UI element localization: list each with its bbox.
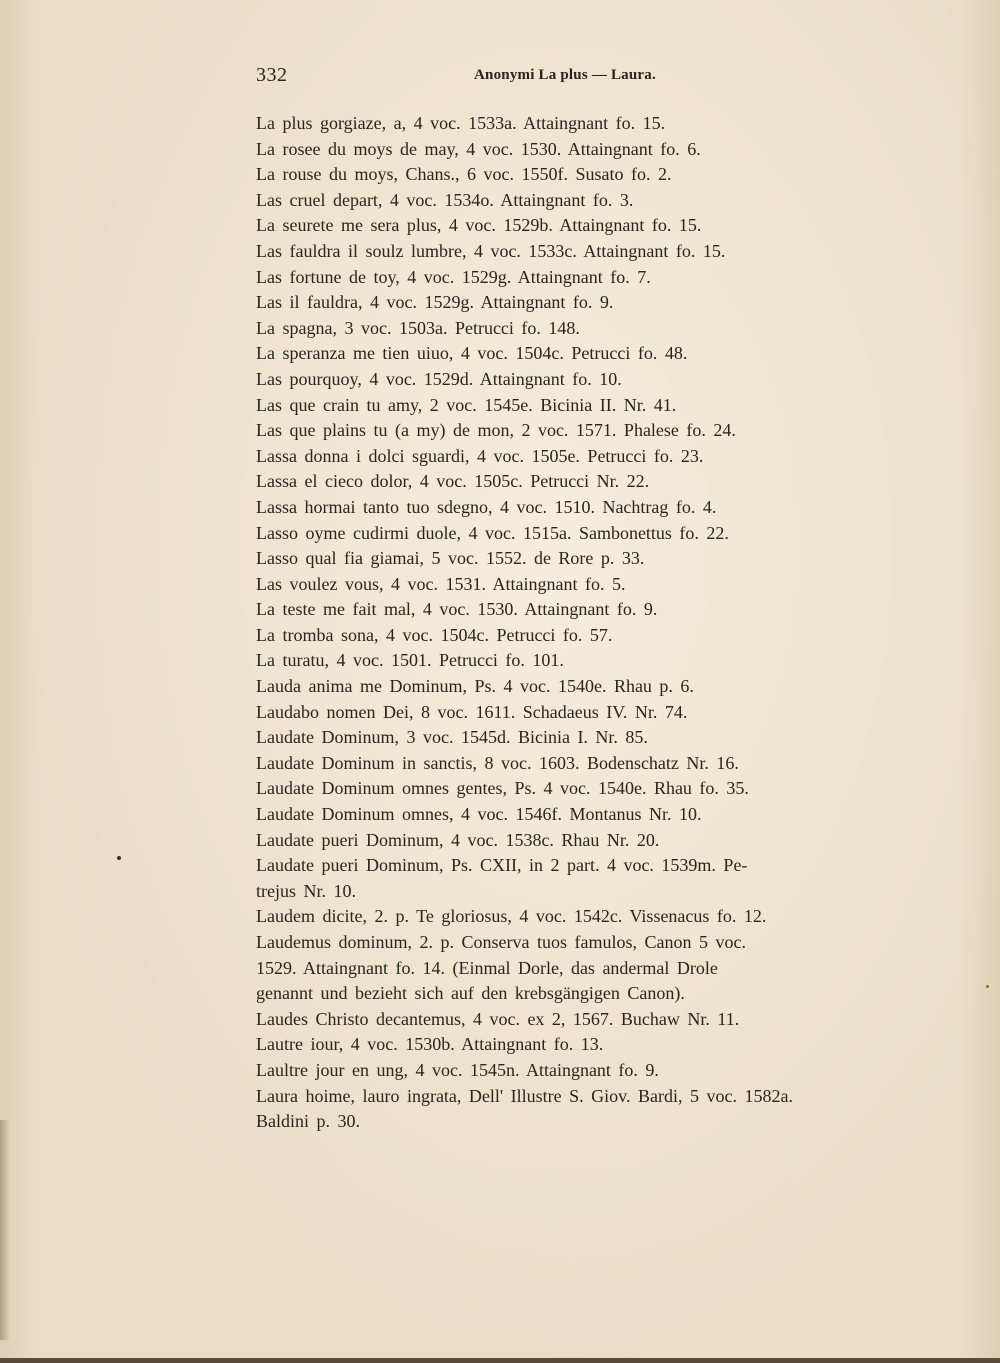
index-entry-line: Lasso oyme cudirmi duole, 4 voc. 1515a. Sambonettus fo. 22.	[256, 522, 729, 543]
index-entry	[256, 930, 904, 1007]
index-entry-line: Laudate Dominum omnes, 4 voc. 1546f. Montanus Nr. 10.	[256, 804, 702, 825]
index-entry	[256, 367, 904, 393]
index-entry	[256, 213, 904, 239]
index-entry-line: La plus gorgiaze, a, 4 voc. 1533a. Attaingnant fo. 15.	[256, 113, 666, 133]
index-entry-line: 1529. Attaingnant fo. 14. (Einmal Dorle, das andermal Drole	[256, 957, 718, 978]
index-entry	[256, 904, 904, 930]
index-entry	[256, 1032, 904, 1058]
index-entry-line: Laultre jour en ung, 4 voc. 1545n. Attaingnant fo. 9.	[256, 1059, 659, 1080]
index-entry	[256, 700, 904, 726]
index-entry	[256, 188, 904, 214]
index-entry	[256, 341, 904, 367]
index-entry	[256, 137, 904, 163]
index-entry	[256, 572, 904, 598]
index-entry-line: La speranza me tien uiuo, 4 voc. 1504c. Petrucci fo. 48.	[256, 343, 688, 364]
page-header	[256, 64, 876, 92]
index-entry-line: Laudem dicite, 2. p. Te gloriosus, 4 voc. 1542c. Vissenacus fo. 12.	[256, 906, 767, 927]
index-entry	[256, 162, 904, 188]
index-entry-line: Laudabo nomen Dei, 8 voc. 1611. Schadaeus IV. Nr. 74.	[256, 701, 688, 722]
index-entry	[256, 776, 904, 802]
index-entry-line: genannt und bezieht sich auf den krebsgängigen Canon).	[256, 983, 685, 1004]
index-entry-line: Las pourquoy, 4 voc. 1529d. Attaingnant fo. 10.	[256, 368, 622, 389]
index-entry-line: Lautre iour, 4 voc. 1530b. Attaingnant fo. 13.	[256, 1034, 604, 1055]
index-entry	[256, 623, 904, 649]
index-entry-line: La spagna, 3 voc. 1503a. Petrucci fo. 148.	[256, 317, 580, 338]
index-entry-line: Laudate Dominum omnes gentes, Ps. 4 voc. 1540e. Rhau fo. 35.	[256, 778, 749, 799]
margin-speck	[986, 985, 989, 988]
index-entry-line: Lassa el cieco dolor, 4 voc. 1505c. Petrucci Nr. 22.	[256, 471, 650, 492]
index-entry	[256, 444, 904, 470]
index-entry-line: trejus Nr. 10.	[256, 880, 356, 901]
index-entry-line: La rouse du moys, Chans., 6 voc. 1550f. Susato fo. 2.	[256, 164, 672, 185]
index-entry-line: Las cruel depart, 4 voc. 1534o. Attaingnant fo. 3.	[256, 189, 634, 210]
page-bottom-edge	[0, 1358, 1000, 1363]
index-entry	[256, 853, 904, 904]
index-entry	[256, 111, 904, 137]
index-entry-line: Laudate pueri Dominum, Ps. CXII, in 2 part. 4 voc. 1539m. Pe-	[256, 855, 748, 876]
index-entry	[256, 597, 904, 623]
running-head: Anonymi La plus — Laura.	[474, 67, 656, 83]
index-entry	[256, 469, 904, 495]
index-entry-line: Lauda anima me Dominum, Ps. 4 voc. 1540e. Rhau p. 6.	[256, 676, 694, 697]
index-entry-line: Lassa hormai tanto tuo sdegno, 4 voc. 1510. Nachtrag fo. 4.	[256, 496, 717, 517]
index-entry-line: Las fauldra il soulz lumbre, 4 voc. 1533c. Attaingnant fo. 15.	[256, 240, 726, 261]
index-entry	[256, 521, 904, 547]
index-entry-line: Laudate Dominum in sanctis, 8 voc. 1603. Bodenschatz Nr. 16.	[256, 752, 739, 773]
index-entry	[256, 1058, 904, 1084]
index-entry	[256, 751, 904, 777]
index-entry	[256, 290, 904, 316]
index-entry-line: Las fortune de toy, 4 voc. 1529g. Attaingnant fo. 7.	[256, 266, 651, 287]
index-entry-line: Lassa donna i dolci sguardi, 4 voc. 1505e. Petrucci fo. 23.	[256, 445, 704, 466]
index-entry-line: La teste me fait mal, 4 voc. 1530. Attaingnant fo. 9.	[256, 599, 658, 620]
index-entry	[256, 648, 904, 674]
index-entry	[256, 725, 904, 751]
index-entry	[256, 802, 904, 828]
margin-speck	[117, 856, 121, 860]
index-entry-line: Laudes Christo decantemus, 4 voc. ex 2, 1567. Buchaw Nr. 11.	[256, 1008, 740, 1029]
index-entry-line: Las voulez vous, 4 voc. 1531. Attaingnant fo. 5.	[256, 573, 626, 594]
index-entry-line: Laudate Dominum, 3 voc. 1545d. Bicinia I. Nr. 85.	[256, 727, 648, 748]
index-entry-line: La tromba sona, 4 voc. 1504c. Petrucci fo. 57.	[256, 624, 613, 645]
index-entry	[256, 418, 904, 444]
index-entry-line: Baldini p. 30.	[256, 1111, 360, 1132]
page-number: 332	[256, 64, 288, 86]
index-entry-line: La seurete me sera plus, 4 voc. 1529b. Attaingnant fo. 15.	[256, 215, 702, 236]
index-entry	[256, 1007, 904, 1033]
index-entry	[256, 674, 904, 700]
index-entry-line: Las que crain tu amy, 2 voc. 1545e. Bicinia II. Nr. 41.	[256, 394, 677, 415]
index-entry-line: Laudemus dominum, 2. p. Conserva tuos famulos, Canon 5 voc.	[256, 932, 746, 952]
index-entry-list	[256, 111, 904, 1135]
index-entry-line: Las il fauldra, 4 voc. 1529g. Attaingnant fo. 9.	[256, 292, 614, 313]
index-entry	[256, 546, 904, 572]
index-entry-line: Laura hoime, lauro ingrata, Dell' Illustre S. Giov. Bardi, 5 voc. 1582a.	[256, 1085, 793, 1106]
index-entry-line: La turatu, 4 voc. 1501. Petrucci fo. 101.	[256, 650, 564, 671]
index-entry	[256, 393, 904, 419]
index-entry	[256, 495, 904, 521]
page-edge-shadow	[0, 1120, 10, 1340]
index-entry-line: La rosee du moys de may, 4 voc. 1530. Attaingnant fo. 6.	[256, 138, 701, 159]
index-entry	[256, 316, 904, 342]
index-entry	[256, 1084, 904, 1135]
index-entry	[256, 828, 904, 854]
index-entry	[256, 265, 904, 291]
index-entry-line: Laudate pueri Dominum, 4 voc. 1538c. Rhau Nr. 20.	[256, 829, 660, 850]
index-entry-line: Lasso qual fia giamai, 5 voc. 1552. de Rore p. 33.	[256, 548, 645, 569]
index-entry	[256, 239, 904, 265]
index-entry-line: Las que plains tu (a my) de mon, 2 voc. 1571. Phalese fo. 24.	[256, 420, 736, 441]
